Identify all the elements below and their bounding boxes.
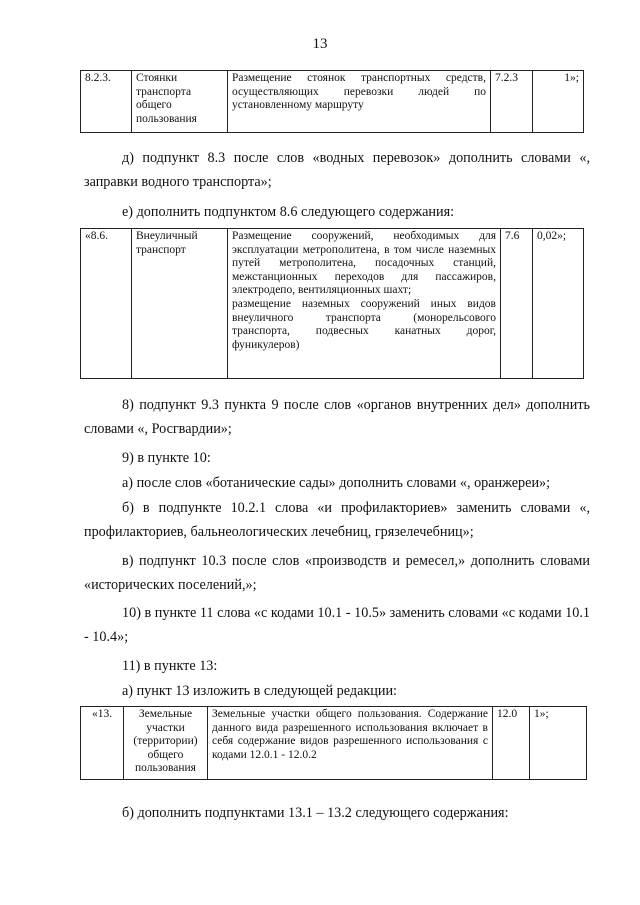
table-cell-ref: 7.6: [501, 229, 533, 379]
paragraph-11b: б) дополнить подпунктами 13.1 – 13.2 следующего содержания:: [122, 805, 509, 821]
paragraph-9c: в) подпункт 10.3 после слов «производств и ремесел,» дополнить словами «исторических поселений,»;: [84, 553, 590, 593]
table-cell-ref: 7.2.3: [491, 71, 533, 133]
table-cell-code: 8.2.3.: [81, 71, 132, 133]
paragraph-11a: а) пункт 13 изложить в следующей редакции:: [122, 683, 397, 699]
table-cell-code: «8.6.: [81, 229, 132, 379]
paragraph-9a: а) после слов «ботанические сады» дополнить словами «, оранжереи»;: [122, 475, 551, 491]
table-8-2-3: [80, 70, 584, 133]
table-cell-name: Земельные участки (территории) общего пользования: [124, 707, 208, 780]
description-part-2: размещение наземных сооружений иных видов внеуличного транспорта (монорельсового транспорта, подвесных канатных дорог, фуникулеров): [232, 297, 496, 351]
description-part-1: Размещение сооружений, необходимых для эксплуатации метрополитена, в том числе наземных путей метрополитена, посадочных станций, межстанционных переходов для пассажиров, электродепо, вентиляционных шахт;: [232, 230, 496, 297]
table-row: [81, 707, 587, 780]
paragraph-9: 9) в пункте 10:: [122, 450, 211, 466]
table-13: [80, 706, 587, 780]
paragraph-9b: б) в подпункте 10.2.1 слова «и профилакториев» заменить словами «, профилакториев, бальнеологических лечебниц, грязелечебниц»;: [84, 500, 590, 540]
table-cell-ref: 12.0: [493, 707, 530, 780]
paragraph-11: 11) в пункте 13:: [122, 658, 218, 674]
paragraph-8: 8) подпункт 9.3 пункта 9 после слов «органов внутренних дел» дополнить словами «, Росгвардии»;: [84, 397, 590, 437]
paragraph-d: д) подпункт 8.3 после слов «водных перевозок» дополнить словами «, заправки водного транспорта»;: [84, 150, 590, 190]
table-cell-name: Стоянки транспорта общего пользования: [132, 71, 228, 133]
paragraph-e: е) дополнить подпунктом 8.6 следующего содержания:: [122, 204, 455, 220]
table-cell-value: 0,02»;: [533, 229, 584, 379]
table-cell-description: Земельные участки общего пользования. Содержание данного вида разрешенного использования включает в себя содержание видов разрешенного использования с кодами 12.0.1 - 12.0.2: [208, 707, 493, 780]
page-number: 13: [312, 36, 328, 52]
table-8-6: [80, 228, 584, 379]
table-row: [81, 229, 584, 379]
table-cell-description: [228, 229, 501, 379]
table-cell-value: 1»;: [533, 71, 584, 133]
paragraph-10: 10) в пункте 11 слова «с кодами 10.1 - 10.5» заменить словами «с кодами 10.1 - 10.4»;: [84, 605, 590, 645]
table-cell-description: Размещение стоянок транспортных средств, осуществляющих перевозки людей по установленному маршруту: [228, 71, 491, 133]
table-cell-name: Внеуличный транспорт: [132, 229, 228, 379]
table-cell-code: «13.: [81, 707, 124, 780]
table-cell-value: 1»;: [530, 707, 587, 780]
table-row: [81, 71, 584, 133]
